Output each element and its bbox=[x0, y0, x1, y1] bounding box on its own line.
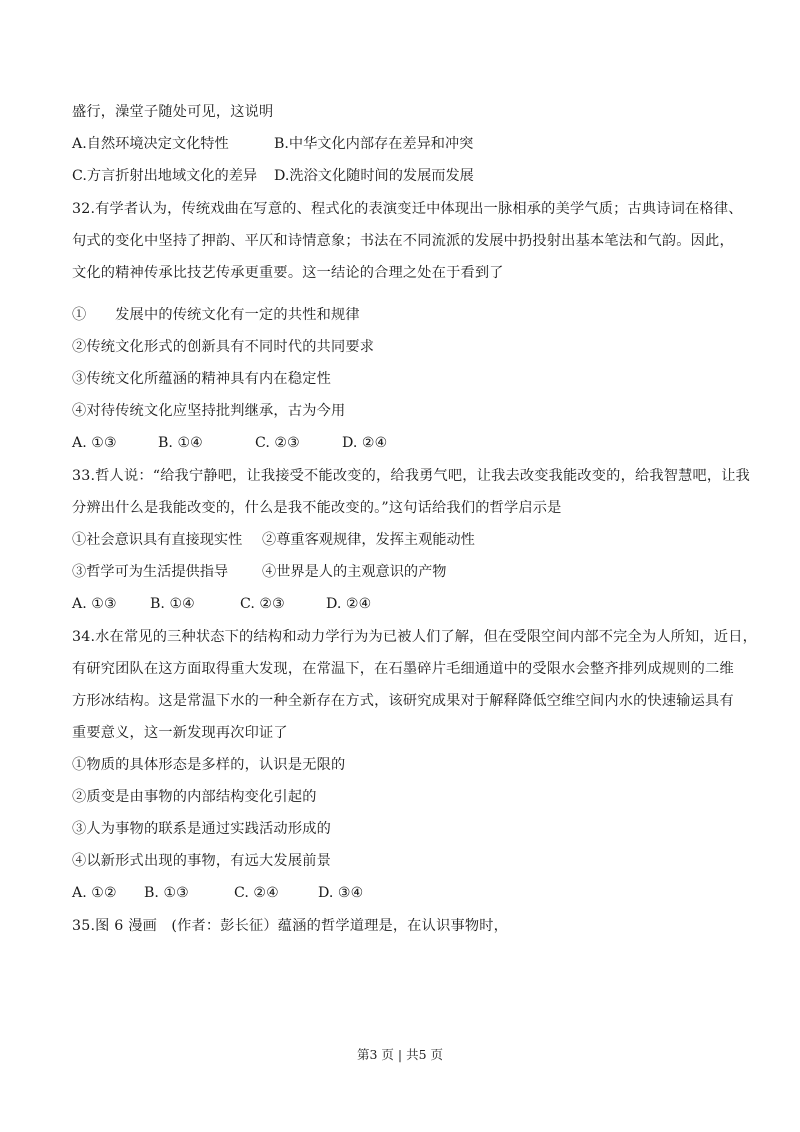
q32-stem-line-3: 文化的精神传承比技艺传承更重要。这一结论的合理之处在于看到了 bbox=[72, 265, 504, 281]
q32-item-3: ③传统文化所蕴涵的精神具有内在稳定性 bbox=[72, 371, 331, 387]
q31-option-a: A.自然环境决定文化特性 bbox=[72, 136, 229, 152]
q33-stem-line-1: 33.哲人说：“给我宁静吧，让我接受不能改变的，给我勇气吧，让我去改变我能改变的，给我智慧吧，让我 bbox=[72, 468, 751, 484]
q33-item-3: ③哲学可为生活提供指导 bbox=[72, 564, 229, 580]
q33-item-4: ④世界是人的主观意识的产物 bbox=[262, 564, 447, 580]
q35-stem: 35.图 6 漫画 (作者：彭长征）蕴涵的哲学道理是，在认识事物时， bbox=[72, 918, 509, 934]
q32-item-2: ②传统文化形式的创新具有不同时代的共同要求 bbox=[72, 339, 375, 355]
q34-item-2: ②质变是由事物的内部结构变化引起的 bbox=[72, 789, 317, 805]
q33-option-b: B. ①④ bbox=[150, 596, 195, 612]
q33-option-c: C. ②③ bbox=[240, 596, 285, 612]
page-footer: 第3 页 | 共5 页 bbox=[356, 1047, 443, 1062]
q32-stem-line-2: 句式的变化中坚持了押韵、平仄和诗情意象；书法在不同流派的发展中扔投射出基本笔法和气韵。因此， bbox=[72, 233, 734, 249]
q34-option-d: D. ③④ bbox=[318, 885, 364, 901]
q31-option-c: C.方言折射出地域文化的差异 bbox=[72, 168, 258, 184]
q33-item-2: ②尊重客观规律，发挥主观能动性 bbox=[262, 532, 475, 548]
q34-item-4: ④以新形式出现的事物，有远大发展前景 bbox=[72, 853, 331, 869]
q34-option-b: B. ①③ bbox=[144, 885, 189, 901]
q34-stem-line-3: 方形冰结构。这是常温下水的一种全新存在方式，该研究成果对于解释降低空维空间内水的快速输运具有 bbox=[72, 693, 734, 709]
q31-option-b: B.中华文化内部存在差异和冲突 bbox=[274, 136, 474, 152]
q33-option-d: D. ②④ bbox=[326, 596, 372, 612]
q34-option-c: C. ②④ bbox=[234, 885, 279, 901]
q34-stem-line-2: 有研究团队在这方面取得重大发现，在常温下，在石墨碎片毛细通道中的受限水会整齐排列成规则的二维 bbox=[72, 661, 734, 677]
q33-option-a: A. ①③ bbox=[72, 596, 117, 612]
q34-stem-line-1: 34.水在常见的三种状态下的结构和动力学行为为已被人们了解，但在受限空间内部不完全为人所知，近日， bbox=[72, 629, 757, 645]
q32-option-d: D. ②④ bbox=[342, 435, 388, 451]
q32-item-1: ① 发展中的传统文化有一定的共性和规律 bbox=[72, 307, 360, 323]
q32-option-b: B. ①④ bbox=[158, 435, 203, 451]
q32-option-c: C. ②③ bbox=[255, 435, 300, 451]
q31-stem-tail: 盛行，澡堂子随处可见，这说明 bbox=[72, 104, 274, 120]
q31-option-d: D.洗浴文化随时间的发展而发展 bbox=[274, 168, 474, 184]
q32-stem-line-1: 32.有学者认为，传统戏曲在写意的、程式化的表演变迁中体现出一脉相承的美学气质；古典诗词在格律、 bbox=[72, 201, 743, 217]
q33-item-1: ①社会意识具有直接现实性 bbox=[72, 532, 243, 548]
q32-option-a: A. ①③ bbox=[72, 435, 117, 451]
q32-item-4: ④对待传统文化应坚持批判继承，古为今用 bbox=[72, 403, 346, 419]
q34-option-a: A. ①② bbox=[72, 885, 117, 901]
q34-item-1: ①物质的具体形态是多样的，认识是无限的 bbox=[72, 757, 346, 773]
q34-stem-line-4: 重要意义，这一新发现再次印证了 bbox=[72, 725, 288, 741]
q33-stem-line-2: 分辨出什么是我能改变的，什么是我不能改变的。”这句话给我们的哲学启示是 bbox=[72, 500, 562, 516]
q34-item-3: ③人为事物的联系是通过实践活动形成的 bbox=[72, 821, 331, 837]
